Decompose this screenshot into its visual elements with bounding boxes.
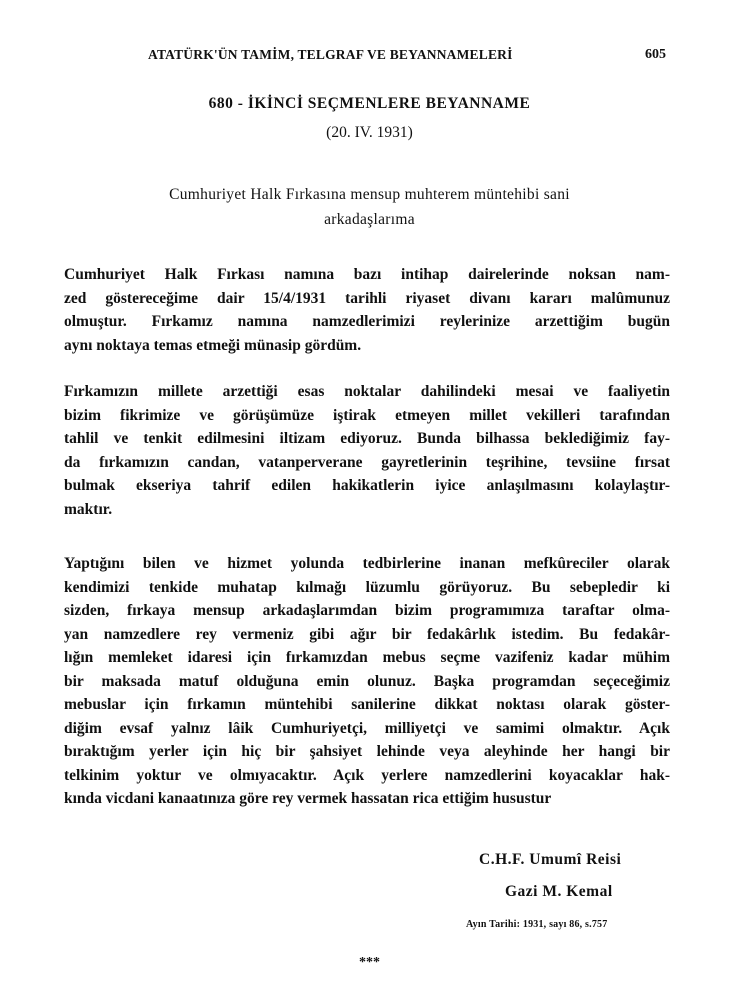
source-citation: Ayın Tarihi: 1931, sayı 86, s.757: [466, 919, 608, 930]
text-line: sizden, fırkaya mensup arkadaşlarımdan bizim programımıza taraftar olma-: [64, 602, 670, 619]
text-line: lığın memleket idaresi için fırkamızdan mebus seçme vazifeniz kadar mühim: [64, 649, 670, 666]
text-line: telkinim yoktur ve olmıyacaktır. Açık yerlere namzedlerini koyacaklar hak-: [64, 766, 670, 784]
document-title: 680 - İKİNCİ SEÇMENLERE BEYANNAME: [208, 95, 531, 112]
document-date: (20. IV. 1931): [326, 124, 413, 141]
text-line: bulmak ekseriya tahrif edilen hakikatlerin iyice anlaşılmasını kolaylaştır-: [64, 477, 670, 494]
text-line: bir maksada matuf olduğuna emin olunuz. Başka programdan seçeceğimiz: [64, 672, 670, 690]
page-number: 605: [645, 47, 666, 62]
address-line-2: arkadaşlarıma: [324, 211, 415, 228]
text-line: aynı noktaya temas etmeği münasip gördüm.: [64, 336, 362, 354]
text-line: zed göstereceğime dair 15/4/1931 tarihli riyaset divanı kararı malûmunuz: [64, 289, 670, 307]
text-line: mebuslar için fırkamın müntehibi sanilerine dikkat noktası olarak göster-: [64, 696, 670, 713]
body-paragraph-3: [64, 552, 670, 811]
text-line: kendimizi tenkide muhatap kılmağı lüzumlu görüyoruz. Bu sebepledir ki: [64, 578, 670, 596]
text-line: yan namzedlere rey vermeniz gibi ağır bir fedakârlık istedim. Bu fedakâr-: [64, 625, 670, 643]
section-end-mark: ***: [359, 955, 380, 970]
text-line: diğim evsaf yalnız lâik Cumhuriyetçi, milliyetçi ve samimi olmaktır. Açık: [64, 719, 670, 737]
text-line: bizim fikrimize ve görüşümüze iştirak etmeyen millet vekilleri tarafından: [64, 406, 670, 424]
signature-title: C.H.F. Umumî Reisi: [479, 851, 622, 868]
text-line: olmuştur. Fırkamız namına namzedlerimizi reylerinize arzettiğim bugün: [64, 313, 670, 330]
signature-name: Gazi M. Kemal: [505, 883, 613, 900]
text-line: Fırkamızın millete arzettiği esas noktalar dahilindeki mesai ve faaliyetin: [64, 383, 670, 400]
text-line: Cumhuriyet Halk Fırkası namına bazı intihap dairelerinde noksan nam-: [64, 266, 670, 283]
running-header: ATATÜRK'ÜN TAMİM, TELGRAF VE BEYANNAMELERİ: [148, 47, 513, 62]
body-paragraph-1: [64, 263, 670, 357]
body-paragraph-2: [64, 380, 670, 521]
text-line: Yaptığını bilen ve hizmet yolunda tedbirlerine inanan mefkûreciler olarak: [64, 555, 670, 572]
text-line: kında vicdani kanaatınıza göre rey vermek hassatan rica ettiğim husustur: [64, 790, 552, 807]
text-line: tahlil ve tenkit edilmesini iltizam ediyoruz. Bunda bilhassa beklediğimiz fay-: [64, 430, 670, 447]
text-line: maktır.: [64, 500, 113, 518]
text-line: bıraktığım yerler için hiç bir şahsiyet lehinde veya aleyhinde her hangi bir: [64, 743, 670, 760]
address-line-1: Cumhuriyet Halk Fırkasına mensup muhterem müntehibi sani: [169, 186, 570, 203]
text-line: da fırkamızın candan, vatanperverane gayretlerinin teşrihine, tevsiine fırsat: [64, 453, 670, 471]
